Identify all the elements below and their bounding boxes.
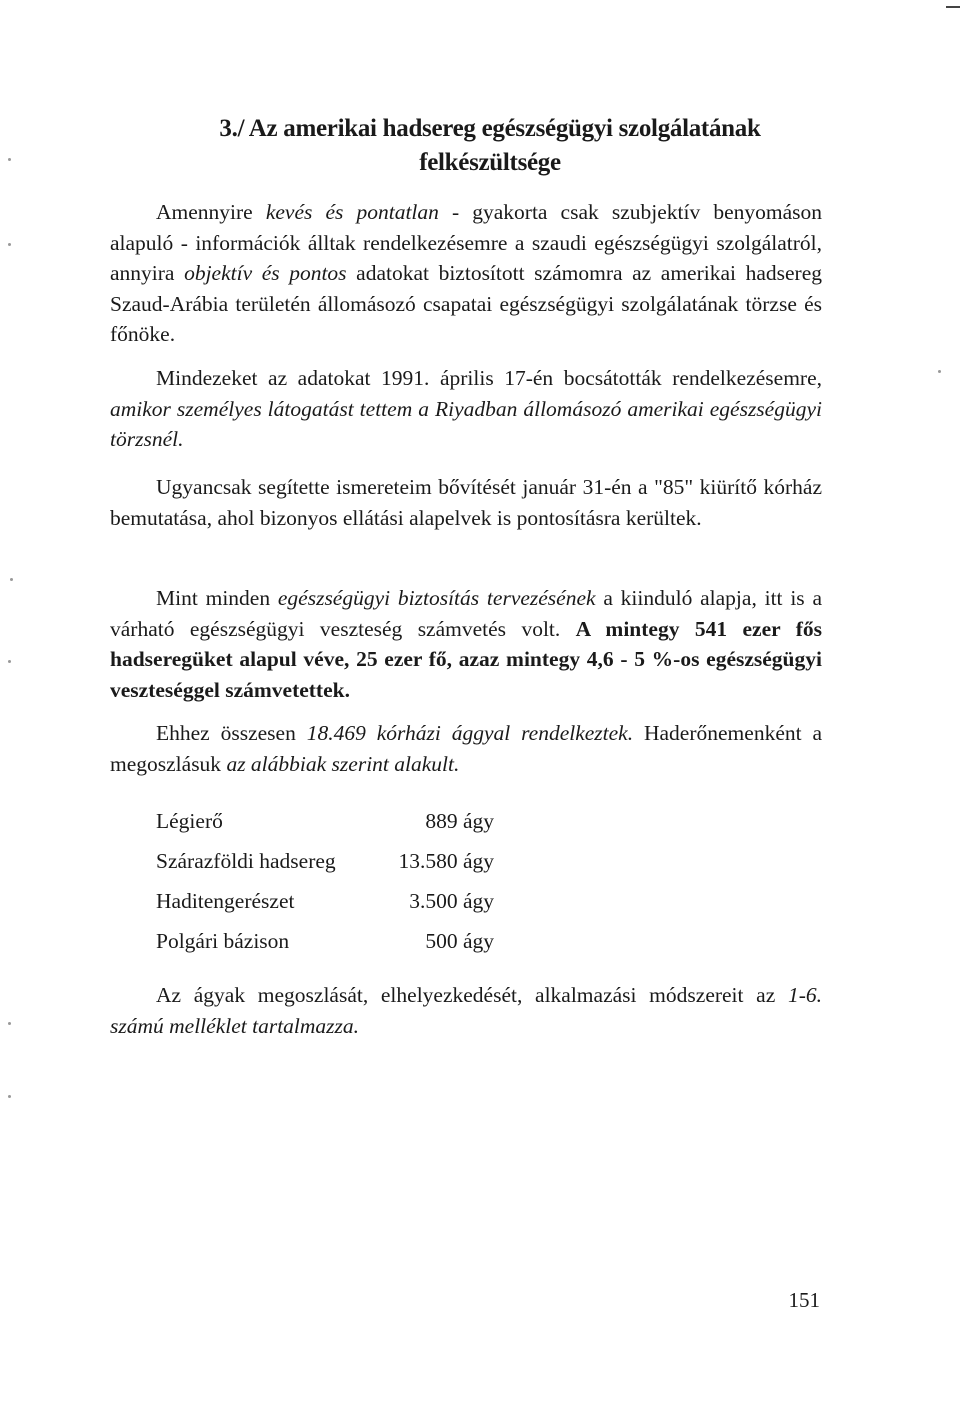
branch-label: Szárazföldi hadsereg — [156, 848, 336, 873]
italic-text: amikor személyes látogatást tettem a Riyadban állomásozó amerikai egészségügyi törzsnél. — [110, 396, 822, 451]
scan-mark — [946, 6, 960, 8]
scan-speck — [8, 158, 11, 161]
bed-value: 500 ágy — [425, 928, 494, 953]
text: Mint minden — [156, 586, 278, 610]
text: Amennyire — [156, 200, 266, 224]
text: Az ágyak megoszlását, elhelyezkedését, alkalmazási módszereit az — [156, 983, 788, 1007]
section-title-line2: felkészültsége — [419, 149, 561, 176]
bed-value: 3.500 ágy — [409, 888, 494, 913]
bed-value: 13.580 ágy — [398, 848, 494, 873]
text: - gyakorta csak szubjektív benyomáson alapuló - információk álltak rendelkezésemre a szaudi egészségügyi szolgálatról, annyira — [110, 200, 822, 285]
section-title — [160, 112, 820, 180]
list-item — [156, 921, 494, 961]
bed-value: 889 ágy — [425, 808, 494, 833]
branch-label: Haditengerészet — [156, 888, 295, 913]
scan-speck — [8, 243, 11, 246]
paragraph-appendix-reference — [110, 980, 822, 1041]
paragraph-data-source — [110, 363, 822, 455]
bed-distribution-list — [156, 801, 494, 961]
italic-text: kevés és pontatlan — [265, 200, 439, 224]
italic-text: 18.469 kórházi ággyal rendelkeztek. — [306, 721, 634, 745]
text: Mindezeket az adatokat 1991. április 17-én bocsátották rendelkezésemre, — [156, 366, 822, 390]
paragraph-intro — [110, 197, 822, 350]
list-item — [156, 841, 494, 881]
bold-text: A mintegy 541 ezer fős hadseregüket alapul véve, 25 ezer fő, azaz mintegy 4,6 - 5 %-os egészségügyi veszteséggel számvetettek. — [110, 616, 822, 702]
list-item — [156, 801, 494, 841]
branch-label: Légierő — [156, 808, 223, 833]
scan-speck — [8, 1022, 11, 1025]
page-number: 151 — [788, 1288, 820, 1312]
italic-text: egészségügyi biztosítás tervezésének — [277, 586, 596, 610]
paragraph-hospital-visit — [110, 472, 822, 533]
paragraph-loss-estimate — [110, 583, 822, 705]
text: Ehhez összesen — [156, 721, 307, 745]
section-title-line1: 3./ Az amerikai hadsereg egészségügyi szolgálatának — [219, 115, 761, 142]
scan-speck — [8, 1095, 11, 1098]
scan-speck — [8, 660, 11, 663]
text: Haderőnemenként a megoszlásuk — [110, 721, 822, 776]
branch-label: Polgári bázison — [156, 928, 290, 953]
text: Ugyancsak segítette ismereteim bővítését január 31-én a "85" kiürítő kórház bemutatása, ahol bizonyos ellátási alapelvek is pontosításra kerültek. — [110, 475, 822, 530]
list-item — [156, 881, 494, 921]
paragraph-bed-count — [110, 718, 822, 779]
italic-text: az alábbiak szerint alakult. — [226, 751, 460, 776]
text: a kiinduló alapja, itt is a várható egészségügyi veszteség számvetés volt. — [110, 586, 822, 641]
italic-text: objektív és pontos — [184, 261, 347, 285]
text: adatokat biztosított számomra az amerikai hadsereg Szaud-Arábia területén állomásozó csapatai egészségügyi szolgálatának törzse és főnöke. — [110, 261, 822, 346]
scan-speck — [938, 370, 941, 373]
italic-text: 1-6. számú melléklet tartalmazza. — [110, 983, 822, 1038]
scan-speck — [10, 578, 13, 581]
